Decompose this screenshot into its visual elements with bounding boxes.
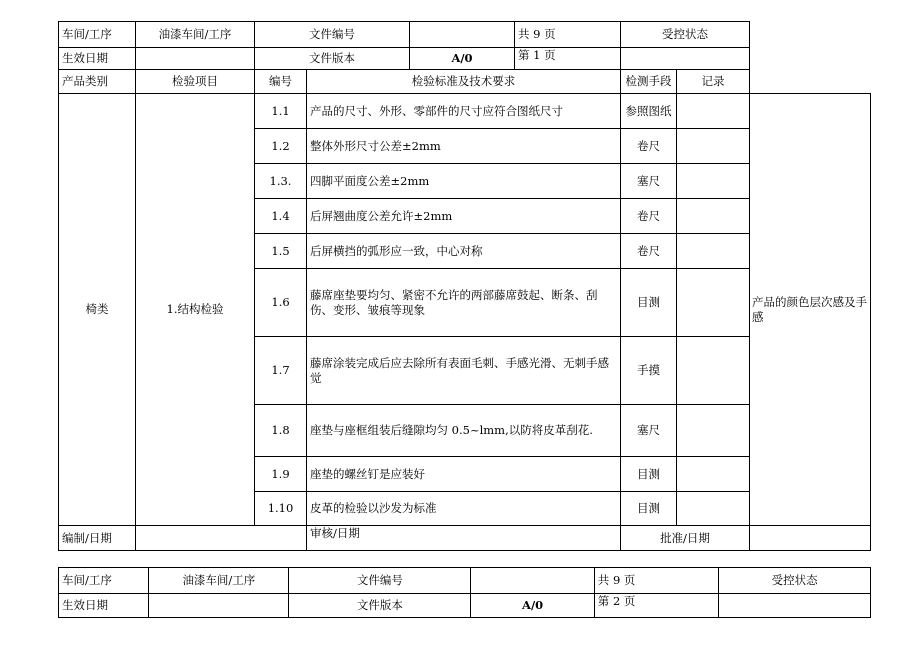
inspection-item: 1.结构检验 [136,94,255,526]
inspection-sheet-page-1 [58,21,871,551]
row-method: 目测 [621,457,677,492]
row-method: 目测 [621,492,677,526]
workshop-label: 车间/工序 [59,22,136,48]
control-status-value [719,594,871,618]
col-method: 检测手段 [621,70,677,94]
header-row-2 [59,48,871,70]
row-number: 1.4 [255,199,307,234]
row-method: 卷尺 [621,234,677,269]
total-pages: 共 9 页 [594,568,719,594]
row-number: 1.6 [255,269,307,337]
row-record [677,199,750,234]
table-row [59,94,871,129]
col-record: 记录 [677,70,750,94]
row-standard: 后屏横挡的弧形应一致，中心对称 [307,234,621,269]
row-method: 塞尺 [621,405,677,457]
doc-version-label: 文件版本 [255,48,410,70]
row-standard: 整体外形尺寸公差±2mm [307,129,621,164]
row-number: 1.3. [255,164,307,199]
row-method: 参照图纸 [621,94,677,129]
row-record [677,164,750,199]
prepared-value [136,526,307,551]
row-record [677,234,750,269]
row-standard: 座垫的螺丝钉是应装好 [307,457,621,492]
remarks-text: 产品的颜色层次感及手感 [750,94,871,526]
control-status-label: 受控状态 [621,22,750,48]
effective-date-label: 生效日期 [59,594,149,618]
workshop-value: 油漆车间/工序 [136,22,255,48]
row-record [677,457,750,492]
control-status-label: 受控状态 [719,568,871,594]
workshop-label: 车间/工序 [59,568,149,594]
doc-version-value: A/0 [471,594,594,618]
footer-row [59,526,871,551]
row-record [677,129,750,164]
product-category: 椅类 [59,94,136,526]
col-number: 编号 [255,70,307,94]
col-inspection-item: 检验项目 [136,70,255,94]
row-number: 1.2 [255,129,307,164]
control-status-value [621,48,750,70]
row-record [677,492,750,526]
doc-no-value [471,568,594,594]
row-method: 手摸 [621,337,677,405]
col-product-category: 产品类别 [59,70,136,94]
approved-label: 批准/日期 [621,526,750,551]
row-method: 塞尺 [621,164,677,199]
page-number: 第 2 页 [594,594,719,618]
row-standard: 藤席涂装完成后应去除所有表面毛刺、手感光滑、无刺手感觉 [307,337,621,405]
row-standard: 后屏翘曲度公差允许±2mm [307,199,621,234]
doc-version-value: A/0 [410,48,515,70]
page-number: 第 1 页 [515,48,621,70]
total-pages: 共 9 页 [515,22,621,48]
header-row-1 [59,22,871,48]
doc-no-label: 文件编号 [255,22,410,48]
reviewed-label: 审核/日期 [307,526,621,551]
col-standard: 检验标准及技术要求 [307,70,621,94]
row-number: 1.10 [255,492,307,526]
row-method: 目测 [621,269,677,337]
column-header-row [59,70,871,94]
row-standard: 皮革的检验以沙发为标准 [307,492,621,526]
row-standard: 藤席座垫要均匀、紧密不允许的两部藤席鼓起、断条、刮伤、变形、皱痕等现象 [307,269,621,337]
effective-date-value [149,594,289,618]
approved-value [750,526,871,551]
header-row-2 [59,594,871,618]
row-record [677,405,750,457]
row-record [677,337,750,405]
row-method: 卷尺 [621,199,677,234]
prepared-label: 编制/日期 [59,526,136,551]
row-record [677,94,750,129]
row-number: 1.5 [255,234,307,269]
inspection-sheet-page-2 [58,567,871,618]
effective-date-label: 生效日期 [59,48,136,70]
row-method: 卷尺 [621,129,677,164]
doc-no-label: 文件编号 [289,568,471,594]
row-number: 1.9 [255,457,307,492]
doc-no-value [410,22,515,48]
row-standard: 产品的尺寸、外形、零部件的尺寸应符合图纸尺寸 [307,94,621,129]
row-number: 1.8 [255,405,307,457]
row-number: 1.1 [255,94,307,129]
doc-version-label: 文件版本 [289,594,471,618]
row-record [677,269,750,337]
effective-date-value [136,48,255,70]
header-row-1 [59,568,871,594]
row-standard: 座垫与座框组装后缝隙均匀 0.5~lmm,以防将皮革刮花. [307,405,621,457]
row-standard: 四脚平面度公差±2mm [307,164,621,199]
workshop-value: 油漆车间/工序 [149,568,289,594]
row-number: 1.7 [255,337,307,405]
